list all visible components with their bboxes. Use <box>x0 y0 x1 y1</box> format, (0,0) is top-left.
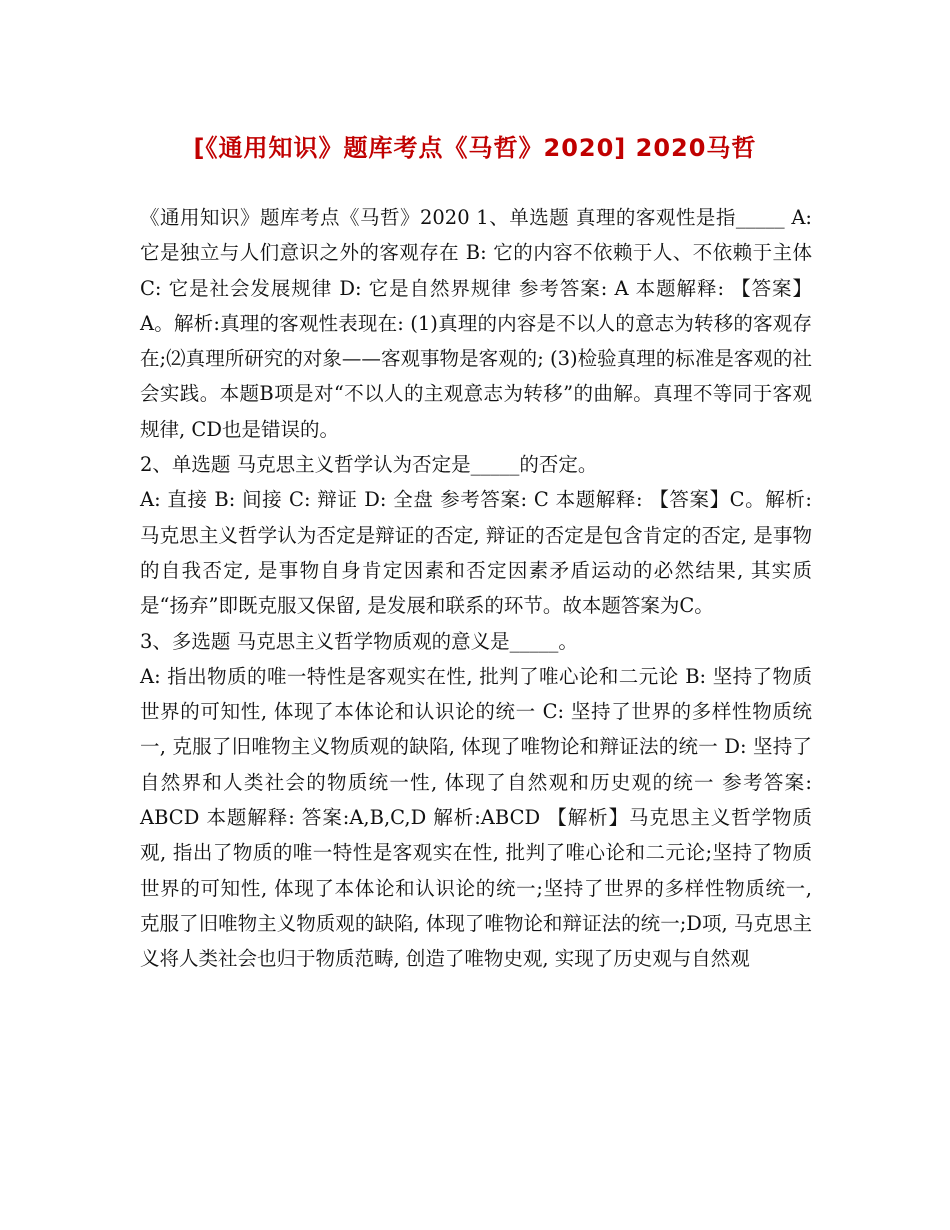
question-3-options-answer: A: 指出物质的唯一特性是客观实在性, 批判了唯心论和二元论 B: 坚持了物质世界的可知性, 体现了本体论和认识论的统一 C: 坚持了世界的多样性物质统一, 克服了旧唯物主义物质观的缺陷, 体现了唯物论和辩证法的统一 D: 坚持了自然界和人类社会的物质统一性, 体现了自然观和历史观的统一 参考答案: ABCD 本题解释: 答案:A,B,C,D 解析:ABCD 【解析】马克思主义哲学物质观, 指出了物质的唯一特性是客观实在性, 批判了唯心论和二元论;坚持了物质世界的可知性, 体现了本体论和认识论的统一;坚持了世界的多样性物质统一, 克服了旧唯物主义物质观的缺陷, 体现了唯物论和辩证法的统一;D项, 马克思主义将人类社会也归于物质范畴, 创造了唯物史观, 实现了历史观与自然观 <box>140 664 812 971</box>
question-3-stem: 3、多选题 马克思主义哲学物质观的意义是_____。 <box>140 629 578 653</box>
question-2-options-answer: A: 直接 B: 间接 C: 辩证 D: 全盘 参考答案: C 本题解释: 【答案】C。解析: 马克思主义哲学认为否定是辩证的否定, 辩证的否定是包含肯定的否定, 是事物的自我否定, 是事物自身肯定因素和否定因素矛盾运动的必然结果, 其实质是“扬弃”即既克服又保留, 是发展和联系的环节。故本题答案为C。 <box>140 488 812 618</box>
document-title: [《通用知识》题库考点《马哲》2020] 2020马哲 <box>193 134 757 162</box>
question-2-stem: 2、单选题 马克思主义哲学认为否定是_____的否定。 <box>140 453 598 477</box>
document-body <box>140 200 812 977</box>
question-1-paragraph: 《通用知识》题库考点《马哲》2020 1、单选题 真理的客观性是指_____ A: 它是独立与人们意识之外的客观存在 B: 它的内容不依赖于人、不依赖于主体 C: 它是社会发展规律 D: 它是自然界规律 参考答案: A 本题解释: 【答案】A。解析:真理的客观性表现在: (1)真理的内容是不以人的意志为转移的客观存在;⑵真理所研究的对象——客观事物是客观的; (3)检验真理的标准是客观的社会实践。本题B项是对“不以人的主观意志为转移”的曲解。真理不等同于客观规律, CD也是错误的。 <box>140 206 812 441</box>
